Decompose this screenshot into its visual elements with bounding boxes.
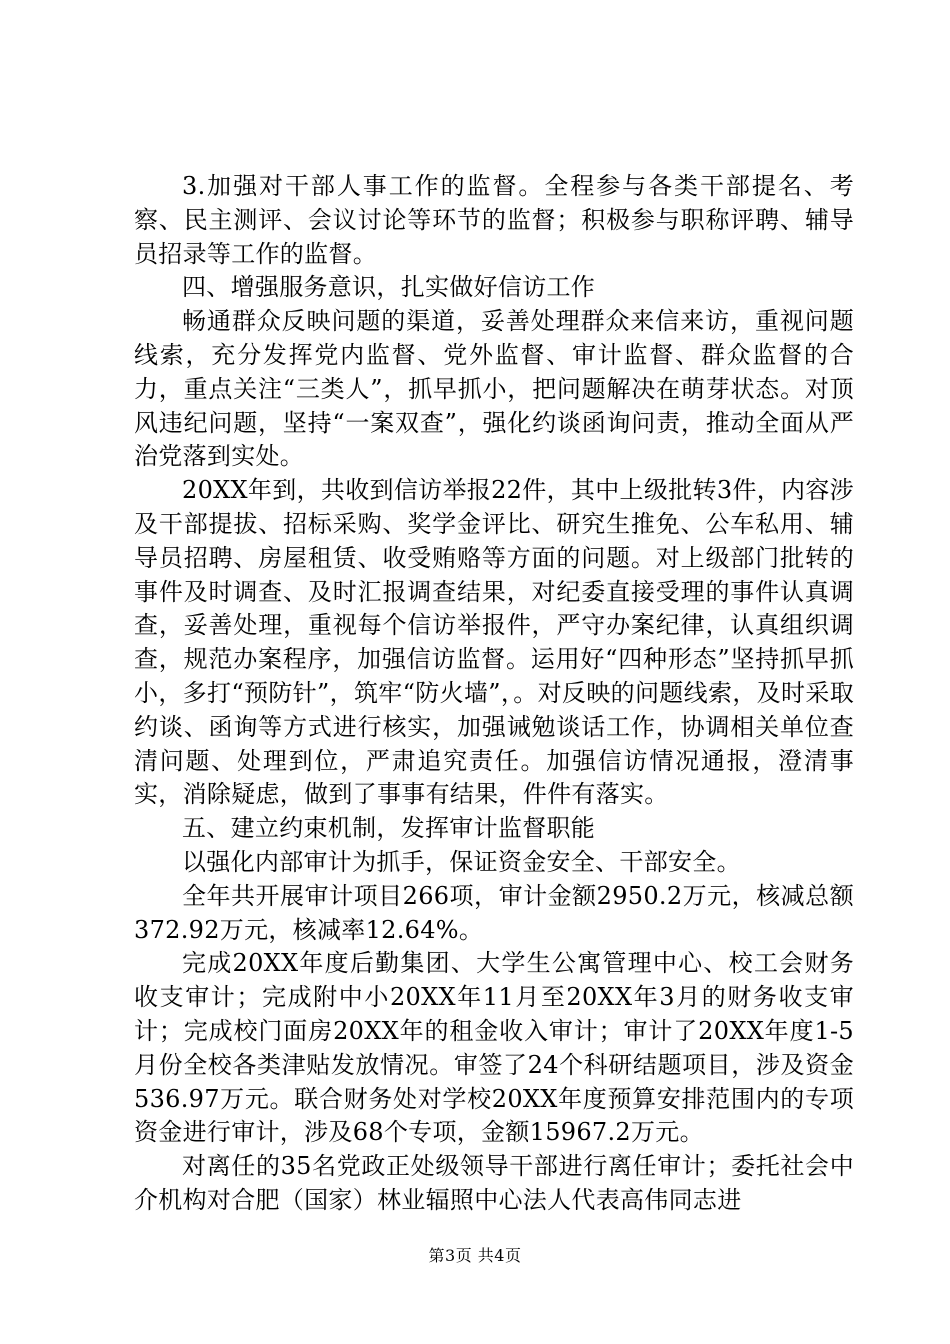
paragraph-petition-stats: 20XX年到，共收到信访举报22件，其中上级批转3件，内容涉及干部提拔、招标采购、奖学金评比、研究生推免、公车私用、辅导员招聘、房屋租赁、收受贿赂等方面的问题。对上级部门批转的事件及时调查、及时汇报调查结果，对纪委直接受理的事件认真调查，妥善处理，重视每个信访举报件，严守办案纪律，认真组织调查，规范办案程序，加强信访监督。运用好“四种形态”坚持抓早抓小，多打“预防针”，筑牢“防火墙”，。对反映的问题线索，及时采取约谈、函询等方式进行核实，加强诫勉谈话工作，协调相关单位查清问题、处理到位，严肃追究责任。加强信访情况通报，澄清事实，消除疑虑，做到了事事有结果，件件有落实。 (134, 476, 854, 809)
paragraph-audit-details: 完成20XX年度后勤集团、大学生公寓管理中心、校工会财务收支审计；完成附中小20XX年11月至20XX年3月的财务收支审计；完成校门面房20XX年的租金收入审计；审计了20XX年度1-5月份全校各类津贴发放情况。审签了24个科研结题项目，涉及资金536.97万元。联合财务处对学校20XX年度预算安排范围内的专项资金进行审计，涉及68个专项，金额15967.2万元。 (134, 949, 854, 1147)
paragraph-petition-channels: 畅通群众反映问题的渠道，妥善处理群众来信来访，重视问题线索，充分发挥党内监督、党外监督、审计监督、群众监督的合力，重点关注“三类人”，抓早抓小，把问题解决在萌芽状态。对顶风违纪问题，坚持“一案双查”，强化约谈函询问责，推动全面从严治党落到实处。 (134, 307, 854, 471)
paragraph-supervision-personnel: 3.加强对干部人事工作的监督。全程参与各类干部提名、考察、民主测评、会议讨论等环节的监督；积极参与职称评聘、辅导员招录等工作的监督。 (134, 172, 854, 268)
paragraph-audit-focus: 以强化内部审计为抓手，保证资金安全、干部安全。 (182, 847, 741, 876)
section-heading-petition: 四、增强服务意识，扎实做好信访工作 (182, 273, 596, 302)
document-body (134, 170, 854, 1218)
section-heading-audit: 五、建立约束机制，发挥审计监督职能 (182, 814, 596, 843)
paragraph-departure-audit: 对离任的35名党政正处级领导干部进行离任审计；委托社会中介机构对合肥（国家）林业辐照中心法人代表高伟同志进 (134, 1152, 854, 1214)
paragraph-audit-totals: 全年共开展审计项目266项，审计金额2950.2万元，核减总额372.92万元，核减率12.64%。 (134, 881, 854, 944)
page-footer: 第3页 共4页 (428, 1246, 522, 1265)
